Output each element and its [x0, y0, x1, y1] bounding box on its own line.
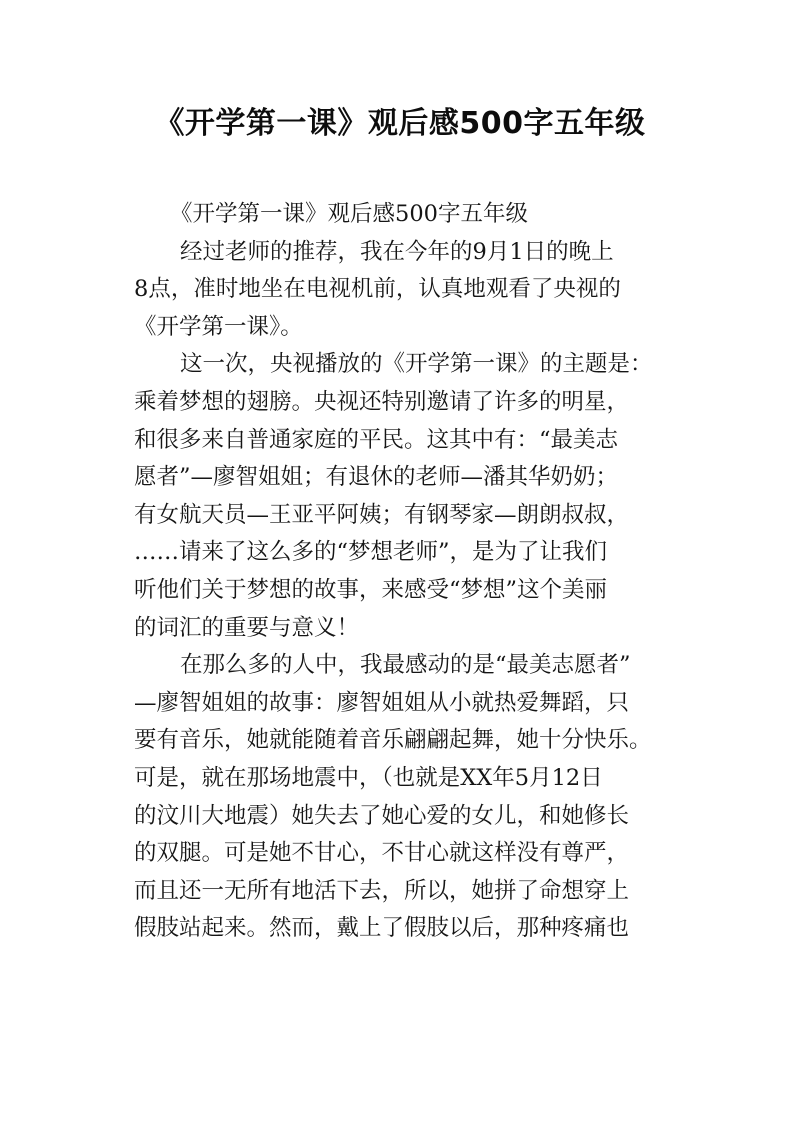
paragraph-3-line-4: 可是，就在那场地震中，（也就是XX年5月12日: [134, 764, 603, 791]
paragraph-2-line-4: 愿者”—廖智姐姐；有退休的老师—潘其华奶奶；: [134, 464, 619, 491]
paragraph-3-line-2: —廖智姐姐的故事：廖智姐姐从小就热爱舞蹈，只: [134, 689, 630, 716]
paragraph-2-line-2: 乘着梦想的翅膀。央视还特别邀请了许多的明星，: [134, 388, 630, 415]
document-title: 《开学第一课》观后感500字五年级: [154, 106, 646, 141]
paragraph-3-line-5: 的汶川大地震）她失去了她心爱的女儿，和她修长: [134, 802, 630, 829]
paragraph-2-line-5: 有女航天员—王亚平阿姨；有钢琴家—朗朗叔叔，: [134, 501, 630, 528]
paragraph-2-line-6: ……请来了这么多的“梦想老师”，是为了让我们: [134, 539, 608, 566]
paragraph-1-line-2: 8点，准时地坐在电视机前，认真地观看了央视的: [134, 276, 621, 303]
body-subtitle-line: 《开学第一课》观后感500字五年级: [170, 201, 528, 227]
paragraph-2-line-8: 的词汇的重要与意义！: [134, 614, 360, 641]
paragraph-1-line-1: 经过老师的推荐，我在今年的9月1日的晚上: [180, 238, 614, 265]
document-body: [134, 196, 686, 948]
paragraph-3-line-1: 在那么多的人中，我最感动的是“最美志愿者”: [180, 652, 631, 679]
paragraph-2-line-1: 这一次，央视播放的《开学第一课》的主题是：: [180, 351, 653, 378]
paragraph-3-line-6: 的双腿。可是她不甘心，不甘心就这样没有尊严，: [134, 840, 630, 867]
paragraph-3-line-3: 要有音乐，她就能随着音乐翩翩起舞，她十分快乐。: [134, 727, 652, 754]
paragraph-1-line-3: 《开学第一课》。: [134, 313, 303, 340]
paragraph-3-line-8: 假肢站起来。然而，戴上了假肢以后，那种疼痛也: [134, 915, 630, 942]
paragraph-2-line-3: 和很多来自普通家庭的平民。这其中有：“最美志: [134, 426, 619, 453]
paragraph-3-line-7: 而且还一无所有地活下去，所以，她拼了命想穿上: [134, 877, 630, 904]
paragraph-2-line-7: 听他们关于梦想的故事，来感受“梦想”这个美丽: [134, 576, 608, 603]
